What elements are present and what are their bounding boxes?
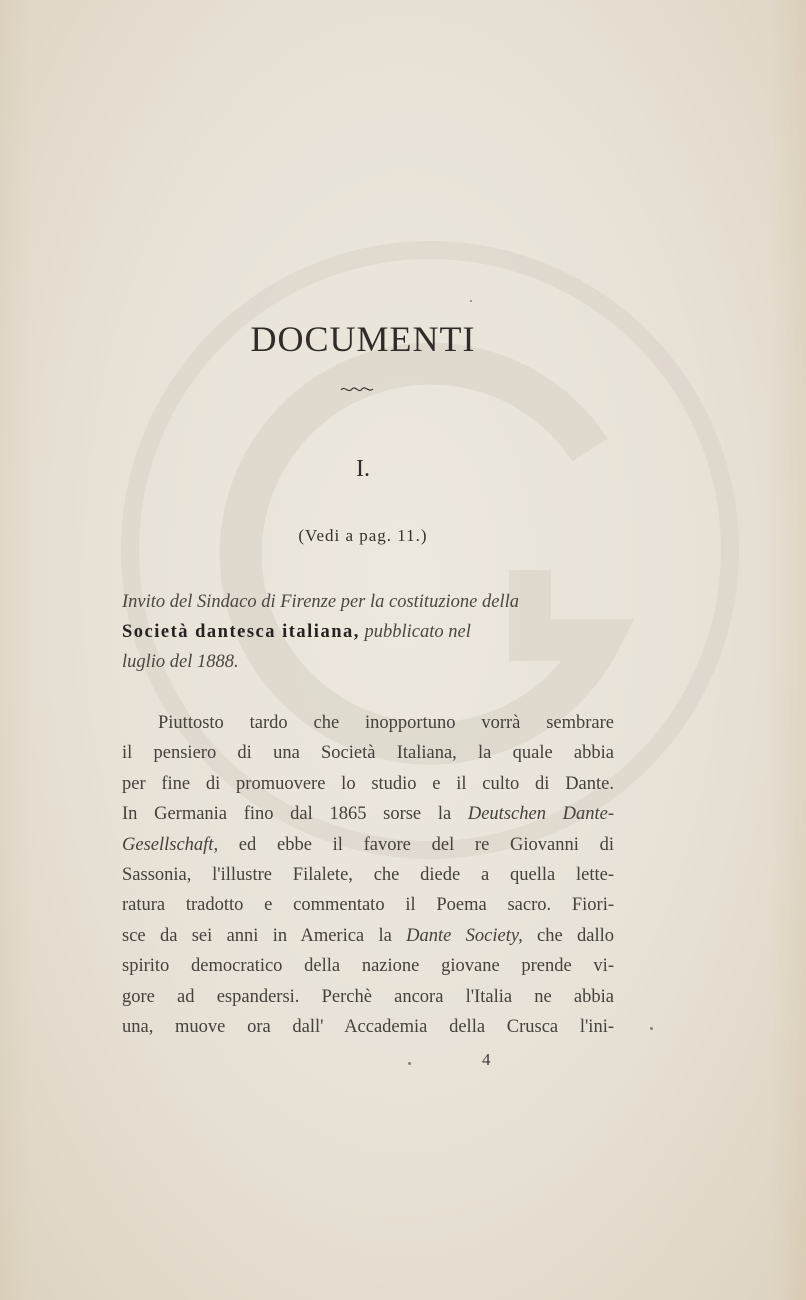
body-line: [122, 921, 614, 951]
body-line-text: che dallo: [522, 925, 615, 946]
body-line-italic: Gesellschaft,: [122, 834, 219, 855]
body-line: Sassonia, l'illustre Filalete, che diede a quella lette-: [122, 865, 614, 886]
ornament-divider: [340, 382, 374, 396]
society-name: Società dantesca italiana,: [122, 622, 360, 642]
body-line: Piuttosto tardo che inopportuno vorrà sembrare: [158, 713, 614, 733]
document-caption: [122, 587, 614, 677]
body-line-text: ed ebbe il favore del re Giovanni di: [218, 834, 614, 855]
body-line: [122, 799, 614, 829]
body-line: spirito democratico della nazione giovane prende vi-: [122, 956, 614, 977]
page-title: DOCUMENTI: [250, 319, 476, 359]
page-reference: (Vedi a pag. 11.): [298, 526, 428, 545]
body-line: una, muove ora dall' Accademia della Crusca l'ini-: [122, 1017, 614, 1038]
body-line: [122, 830, 614, 860]
ink-speck: [408, 1062, 411, 1065]
body-line-text: In Germania fino dal 1865 sorse la: [122, 804, 468, 825]
body-line-italic: Deutschen Dante-: [467, 804, 614, 825]
body-line-text: sce da sei anni in America la: [122, 925, 407, 946]
body-paragraph: [122, 708, 614, 1042]
body-line: per fine di promuovere lo studio e il culto di Dante.: [122, 773, 614, 794]
page-number: 4: [482, 1050, 491, 1069]
body-line-italic: Dante Society,: [406, 925, 523, 946]
body-line: il pensiero di una Società Italiana, la quale abbia: [122, 743, 614, 764]
body-line: gore ad espandersi. Perchè ancora l'Italia ne abbia: [122, 986, 614, 1007]
caption-line-2-rest: pubblicato nel: [359, 622, 471, 642]
ink-speck: [470, 300, 472, 302]
body-line: ratura tradotto e commentato il Poema sacro. Fiori-: [122, 895, 614, 916]
caption-line-1: Invito del Sindaco di Firenze per la costituzione della: [122, 592, 519, 612]
section-number: I.: [356, 456, 370, 482]
ink-speck: [650, 1027, 653, 1030]
caption-line-3: luglio del 1888.: [122, 652, 239, 672]
caption-line-2: [122, 617, 614, 647]
